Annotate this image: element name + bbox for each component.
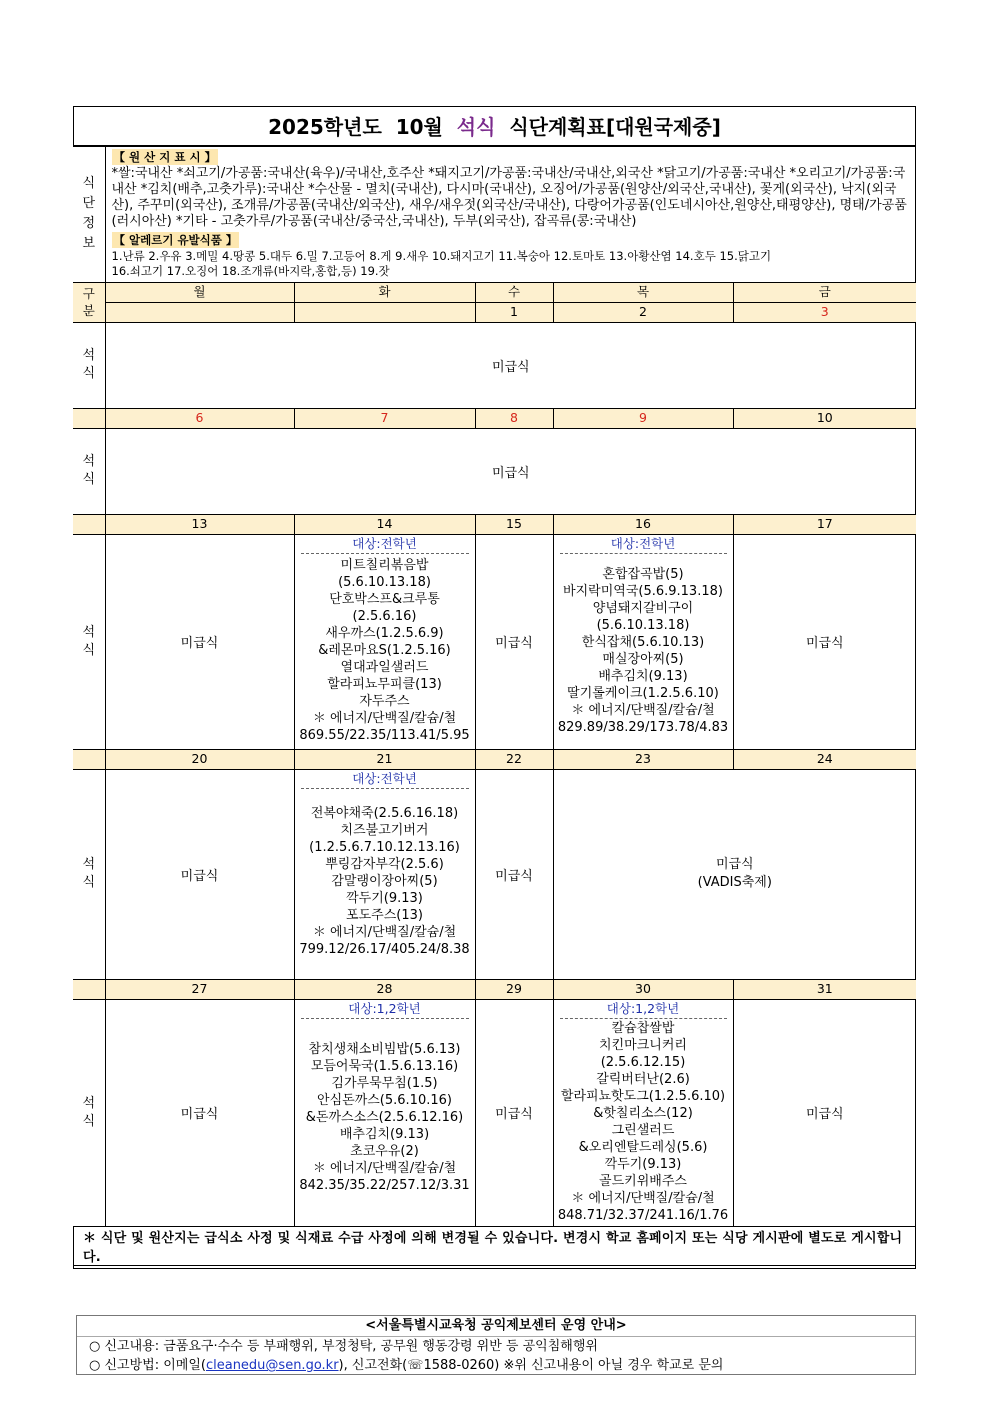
week4-meal-row	[73, 769, 916, 979]
allergy-line-1: 1.난류 2.우유 3.메밀 4.땅콩 5.대두 6.밀 7.고등어 8.게 9.새우 10.돼지고기 11.복숭아 12.토마토 13.아황산염 14.호두 15.닭고기	[111, 249, 772, 263]
allergy-line-2: 16.쇠고기 17.오징어 18.조개류(바지락,홍합,등) 19.잣	[111, 264, 390, 278]
week3-meal-row	[73, 534, 916, 749]
date-side	[73, 749, 105, 769]
date-cell-holiday: 3	[733, 302, 916, 322]
date-cell: 1	[475, 302, 553, 322]
date-cell: 21	[294, 749, 475, 769]
row-label: 석 식	[73, 999, 105, 1226]
date-cell: 31	[733, 979, 916, 999]
meal-tue	[294, 534, 475, 749]
date-side	[73, 979, 105, 999]
target-label: 대상:1,2학년	[301, 1000, 469, 1019]
title-prefix: 2025학년도 10월	[268, 115, 457, 139]
menu-items: 참치생채소비빔밥(5.6.13) 모듬어묵국(1.5.6.13.16) 김가루묵무침(1.5) 안심돈까스(5.6.10.16) &돈까스소스(2.5.6.12.16) 배추김치(9.13) 초코우유(2) ＊ 에너지/단백질/칼슘/철 842.35/35.22/257.12/3.31	[299, 1041, 470, 1193]
target-label: 대상:1,2학년	[560, 1000, 727, 1019]
meal-fri: 미급식	[733, 534, 916, 749]
date-cell: 13	[105, 514, 294, 534]
menu-items: 칼슘찹쌀밥 치킨마크니커리 (2.5.6.12.15) 갈릭버터난(2.6) 할라피뇨핫도그(1.2.5.6.10) &핫칠리소스(12) 그린샐러드 &오리엔탈드레싱(5.6) 깍두기(9.13) 골드키위배주스 ＊ 에너지/단백질/칼슘/철 848.71/32.37/241.16/1.76	[557, 1020, 729, 1223]
menu-items: 전복야채죽(2.5.6.16.18) 치즈불고기버거 (1.2.5.6.7.10.12.13.16) 뿌링감자부각(2.5.6) 감말랭이장아찌(5) 깍두기(9.13) 포도주스(13) ＊ 에너지/단백질/칼슘/철 799.12/26.17/405.24/8.38	[299, 805, 470, 957]
meal-thu	[553, 534, 733, 749]
week2-meal-row	[73, 428, 916, 514]
meal-merged: 미급식	[105, 322, 916, 408]
row-label: 석 식	[73, 534, 105, 749]
date-cell: 14	[294, 514, 475, 534]
meal-wed: 미급식	[475, 534, 553, 749]
date-side	[73, 514, 105, 534]
meal-tue	[294, 769, 475, 979]
date-cell: 10	[733, 408, 916, 428]
meal-mon: 미급식	[105, 999, 294, 1226]
week4-date-row	[73, 749, 916, 769]
footer-box	[76, 1315, 916, 1375]
week2-date-row	[73, 408, 916, 428]
date-cell: 28	[294, 979, 475, 999]
date-cell: 30	[553, 979, 733, 999]
weekday-mon: 월	[105, 282, 294, 302]
row-label: 석 식	[73, 322, 105, 408]
note-row	[73, 1226, 916, 1265]
footer-line-2	[77, 1356, 915, 1375]
title-suffix: 식단계획표[대원국제중]	[495, 115, 721, 139]
email-link[interactable]: cleanedu@sen.go.kr	[205, 1358, 339, 1373]
info-row	[73, 147, 916, 282]
date-cell: 17	[733, 514, 916, 534]
meal-mon: 미급식	[105, 769, 294, 979]
week5-meal-row	[73, 999, 916, 1226]
week1-meal-row	[73, 322, 916, 408]
meal-wed: 미급식	[475, 999, 553, 1226]
footer-line-1: ○ 신고내용: 금품요구·수수 등 부패행위, 부정청탁, 공무원 행동강령 위반 등 공익침해행위	[89, 1339, 598, 1354]
meal-merged: 미급식	[105, 428, 916, 514]
date-cell: 23	[553, 749, 733, 769]
meal-thu	[553, 999, 733, 1226]
weekday-wed: 수	[475, 282, 553, 302]
row-label: 석 식	[73, 428, 105, 514]
meal-wed: 미급식	[475, 769, 553, 979]
row-label: 석 식	[73, 769, 105, 979]
date-cell-holiday: 7	[294, 408, 475, 428]
menu-items: 혼합잡곡밥(5) 바지락미역국(5.6.9.13.18) 양념돼지갈비구이 (5.6.10.13.18) 한식잡채(5.6.10.13) 매실장아찌(5) 배추김치(9.13) 딸기롤케이크(1.2.5.6.10) ＊ 에너지/단백질/칼슘/철 829.89/38.29/173.78/4.83	[557, 566, 729, 735]
notice-text: ＊ 식단 및 원산지는 급식소 사정 및 식재료 수급 사정에 의해 변경될 수 있습니다. 변경시 학교 홈페이지 또는 식당 게시판에 별도로 게시합니다.	[73, 1226, 916, 1265]
date-cell: 29	[475, 979, 553, 999]
date-cell: 24	[733, 749, 916, 769]
title-accent: 석식	[456, 115, 496, 139]
footer-title: <서울특별시교육청 공익제보센터 운영 안내>	[77, 1316, 915, 1337]
page-title	[73, 106, 916, 147]
date-cell: 20	[105, 749, 294, 769]
date-cell: 16	[553, 514, 733, 534]
footer-line2-suffix: ), 신고전화(☏1588-0260) ※위 신고내용이 아닐 경우 학교로 문의	[338, 1358, 724, 1373]
meal-thu-fri: 미급식 (VADIS축제)	[553, 769, 916, 979]
target-label: 대상:전학년	[560, 535, 727, 554]
week1-date-row	[73, 302, 916, 322]
weekday-row	[73, 282, 916, 302]
date-cell: 2	[553, 302, 733, 322]
date-cell-holiday: 6	[105, 408, 294, 428]
target-label: 대상:전학년	[301, 535, 469, 554]
head-label: 구 분	[73, 282, 105, 322]
date-cell	[105, 302, 294, 322]
date-cell: 22	[475, 749, 553, 769]
allergy-tag: 【 알레르기 유발식품 】	[113, 233, 238, 247]
menu-items: 미트칠리볶음밥 (5.6.10.13.18) 단호박스프&크루통 (2.5.6.16) 새우까스(1.2.5.6.9) &레몬마요S(1.2.5.16) 열대과일샐러드 할라피뇨무피클(13) 자두주스 ＊ 에너지/단백질/칼슘/철 869.55/22.35/113.41/5.95	[299, 557, 470, 743]
meal-tue	[294, 999, 475, 1226]
date-cell: 15	[475, 514, 553, 534]
origin-text: *쌀:국내산 *쇠고기/가공품:국내산(육우)/국내산,호주산 *돼지고기/가공품:국내산/국내산,외국산 *닭고기/가공품:국내산 *오리고기/가공품:국내산 *김치(배추,고춧가루):국내산 *수산물 - 멸치(국내산), 다시마(국내산), 오징어/가공품(원양산/외국산,국내산), 꽃게(외국산), 낙지(외국산), 주꾸미(외국산), 조개류/가공품(국내산/외국산), 새우/새우젓(외국산/국내산), 다랑어가공품(인도네시아산,원양산,태평양산), 명태/가공품(러시아산) *기타 - 고춧가루/가공품(국내산/중국산,국내산), 두부(외국산), 잡곡류(콩:국내산)	[111, 166, 907, 229]
menu-table	[73, 147, 916, 1266]
meal-mon: 미급식	[105, 534, 294, 749]
date-cell-holiday: 9	[553, 408, 733, 428]
footer-line2-prefix: ○ 신고방법: 이메일(	[89, 1358, 206, 1373]
week3-date-row	[73, 514, 916, 534]
date-cell: 27	[105, 979, 294, 999]
weekday-tue: 화	[294, 282, 475, 302]
weekday-thu: 목	[553, 282, 733, 302]
date-cell-holiday: 8	[475, 408, 553, 428]
info-label: 식 단 정 보	[73, 147, 105, 282]
date-side	[73, 408, 105, 428]
date-cell	[294, 302, 475, 322]
week5-date-row	[73, 979, 916, 999]
info-cell	[105, 147, 916, 282]
meal-fri: 미급식	[733, 999, 916, 1226]
target-label: 대상:전학년	[301, 770, 469, 789]
weekday-fri: 금	[733, 282, 916, 302]
origin-tag: 【 원 산 지 표 시 】	[113, 150, 217, 164]
